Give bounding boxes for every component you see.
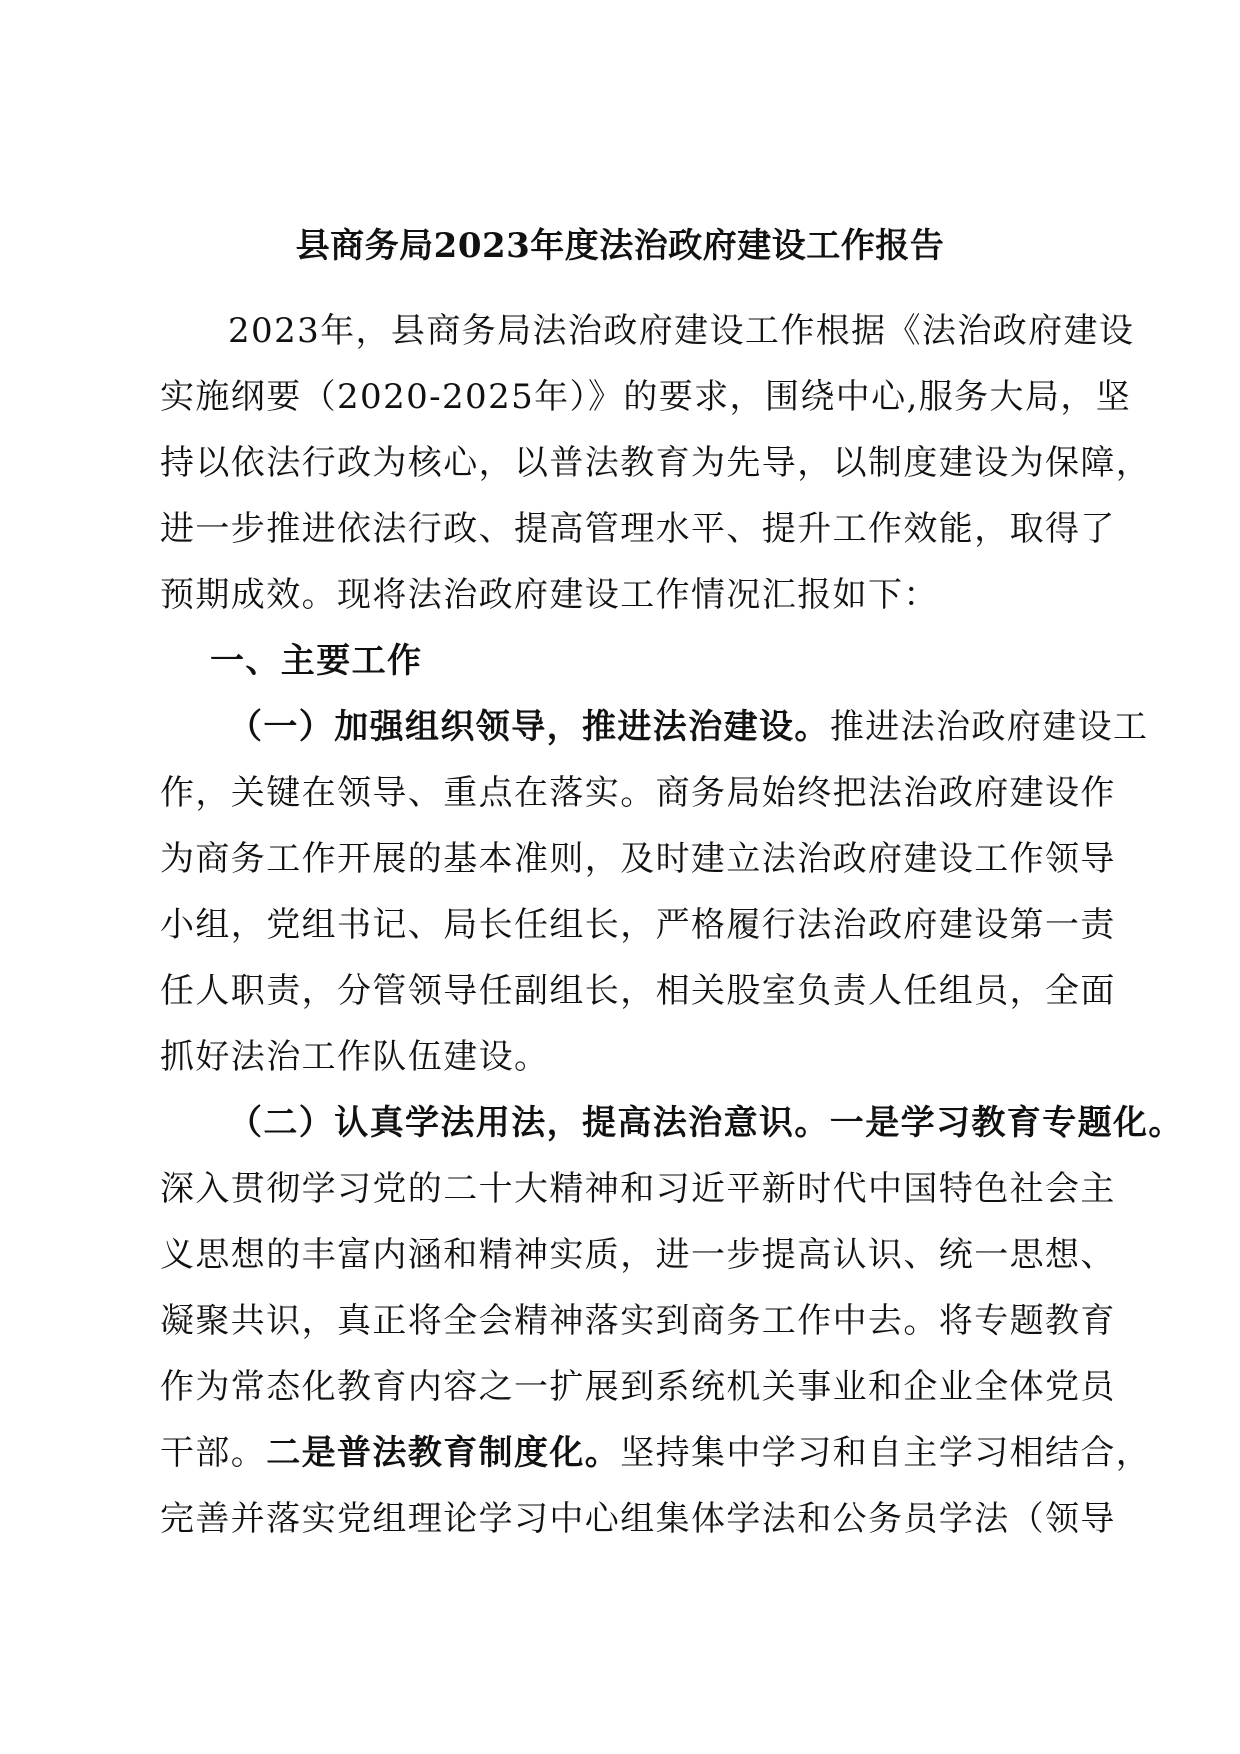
para2-line: 作为常态化教育内容之一扩展到系统机关事业和企业全体党员 — [160, 1367, 1116, 1407]
para2-line — [160, 1090, 1184, 1156]
section-heading: 一、主要工作 — [210, 641, 423, 681]
para2-line: 凝聚共识，真正将全会精神落实到商务工作中去。将专题教育 — [160, 1301, 1116, 1341]
para1-line: 任人职责，分管领导任副组长，相关股室负责人任组员，全面 — [160, 971, 1116, 1011]
para2-text: 干部。 — [160, 1433, 267, 1473]
para2-line: 义思想的丰富内涵和精神实质，进一步提高认识、统一思想、 — [160, 1235, 1116, 1275]
document-body — [160, 298, 1184, 1552]
para1-line: 作，关键在领导、重点在落实。商务局始终把法治政府建设作 — [160, 773, 1116, 813]
intro-line: 实施纲要（2020-2025年）》的要求，围绕中心,服务大局，坚 — [160, 377, 1132, 417]
document-title: 县商务局2023年度法治政府建设工作报告 — [295, 226, 945, 266]
intro-line: 持以依法行政为核心，以普法教育为先导，以制度建设为保障， — [160, 443, 1152, 483]
para2-lead: （二）认真学法用法，提高法治意识。一是学习教育专题化。 — [228, 1103, 1184, 1143]
intro-line: 进一步推进依法行政、提高管理水平、提升工作效能，取得了 — [160, 509, 1116, 549]
para2-subhead: 二是普法教育制度化。 — [266, 1433, 621, 1473]
para1-line: 抓好法治工作队伍建设。 — [160, 1037, 550, 1077]
para1-text: 推进法治政府建设工 — [829, 707, 1149, 747]
para2-line — [160, 1420, 1152, 1486]
para1-lead: （一）加强组织领导，推进法治建设。 — [228, 707, 830, 747]
para1-line — [160, 694, 1149, 760]
para1-line: 为商务工作开展的基本准则，及时建立法治政府建设工作领导 — [160, 839, 1116, 879]
para2-line: 完善并落实党组理论学习中心组集体学法和公务员学法（领导 — [160, 1499, 1116, 1539]
para2-line: 深入贯彻学习党的二十大精神和习近平新时代中国特色社会主 — [160, 1169, 1116, 1209]
intro-line: 2023年，县商务局法治政府建设工作根据《法治政府建设 — [228, 311, 1135, 351]
intro-line: 预期成效。现将法治政府建设工作情况汇报如下： — [160, 575, 939, 615]
para2-text: 坚持集中学习和自主学习相结合， — [620, 1433, 1152, 1473]
para1-line: 小组，党组书记、局长任组长，严格履行法治政府建设第一责 — [160, 905, 1116, 945]
